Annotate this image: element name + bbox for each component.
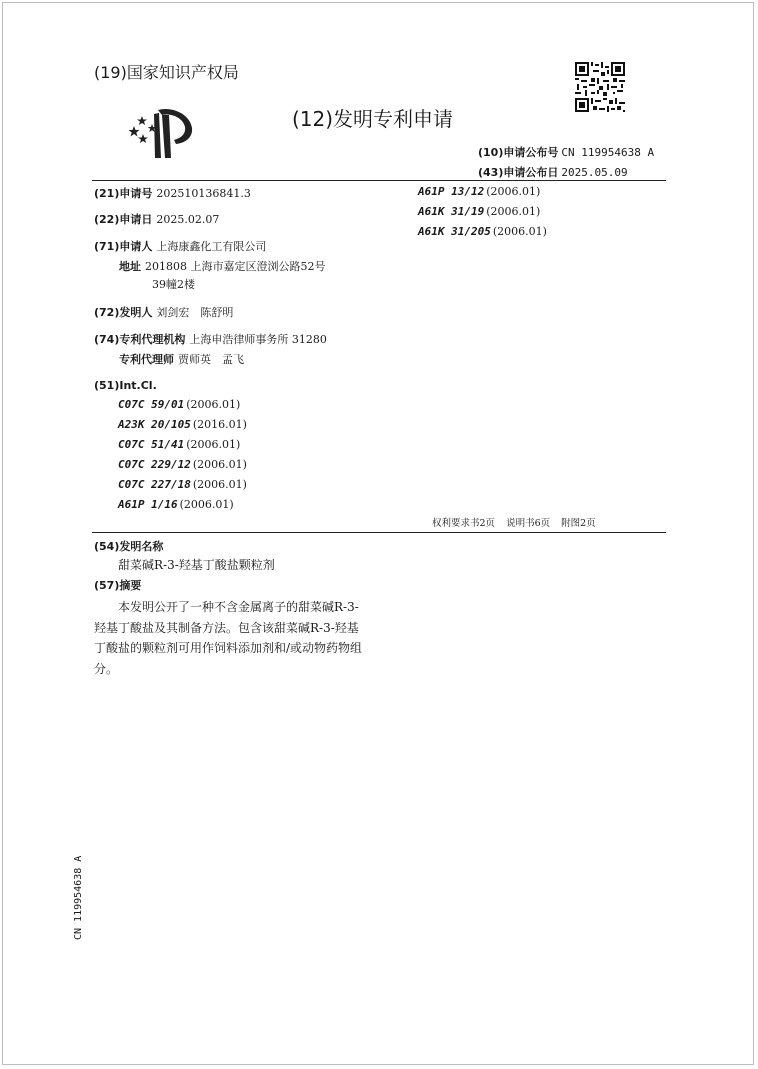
qr-code [575, 62, 625, 112]
address-row [119, 259, 325, 274]
agents: 贾师英 孟飞 [178, 353, 244, 366]
application-date: 2025.02.07 [156, 213, 220, 226]
publication-number-row [478, 144, 654, 160]
invention-title-label: (54)发明名称 [94, 540, 164, 553]
document-type-title: (12)发明专利申请 [292, 107, 454, 131]
application-number-row [94, 186, 251, 201]
classification-item: C07C 229/12 (2006.01) [118, 458, 247, 471]
section-divider [92, 532, 666, 533]
applicant: 上海康鑫化工有限公司 [156, 240, 267, 253]
inventors: 刘剑宏 陈舒明 [156, 306, 234, 319]
agent-label: 专利代理师 [119, 353, 174, 366]
publication-date-row [478, 164, 628, 180]
abstract-text: 本发明公开了一种不含金属离子的甜菜碱R-3-羟基丁酸盐及其制备方法。包含该甜菜碱R-3-羟基丁酸盐的颗粒剂可用作饲料添加剂和/或动物药物组分。 [94, 600, 363, 676]
classification-item: A61P 13/12 (2006.01) [418, 185, 541, 198]
publication-number: CN 119954638 A [561, 146, 655, 159]
application-number-label: (21)申请号 [94, 187, 153, 200]
page-border [2, 2, 754, 1065]
classification-item: C07C 227/18 (2006.01) [118, 478, 247, 491]
office-name: (19)国家知识产权局 [94, 63, 239, 82]
classification-item: A61P 1/16 (2006.01) [118, 498, 234, 511]
page-count-summary: 权利要求书2页 说明书6页 附图2页 [432, 518, 596, 529]
publication-number-label: (10)申请公布号 [478, 146, 559, 159]
agency-row [94, 332, 327, 347]
classification-item: A61K 31/205 (2006.01) [418, 225, 547, 238]
address-line-1: 201808 上海市嘉定区澄浏公路52号 [145, 260, 326, 273]
application-number: 202510136841.3 [156, 187, 251, 200]
intcl-label: (51)Int.Cl. [94, 379, 157, 392]
agent-row [119, 352, 244, 367]
classification-item: A61K 31/19 (2006.01) [418, 205, 541, 218]
application-date-row [94, 212, 219, 227]
abstract-label: (57)摘要 [94, 579, 142, 592]
invention-title: 甜菜碱R-3-羟基丁酸盐颗粒剂 [118, 558, 275, 572]
applicant-label: (71)申请人 [94, 240, 153, 253]
classification-item: C07C 59/01 (2006.01) [118, 398, 241, 411]
publication-date-label: (43)申请公布日 [478, 166, 559, 179]
classification-item: C07C 51/41 (2006.01) [118, 438, 241, 451]
agency-label: (74)专利代理机构 [94, 333, 186, 346]
inventor-row [94, 305, 233, 320]
agency: 上海申浩律师事务所 31280 [189, 333, 327, 346]
publication-date: 2025.05.09 [561, 166, 628, 179]
header-divider [92, 180, 666, 181]
side-publication-number: CN 119954638 A [73, 855, 84, 940]
address-label: 地址 [119, 260, 141, 273]
applicant-row [94, 239, 266, 254]
application-date-label: (22)申请日 [94, 213, 153, 226]
classification-item: A23K 20/105 (2016.01) [118, 418, 247, 431]
cnipa-emblem-logo [122, 104, 198, 160]
inventor-label: (72)发明人 [94, 306, 153, 319]
address-line-2: 39幢2楼 [152, 278, 195, 291]
